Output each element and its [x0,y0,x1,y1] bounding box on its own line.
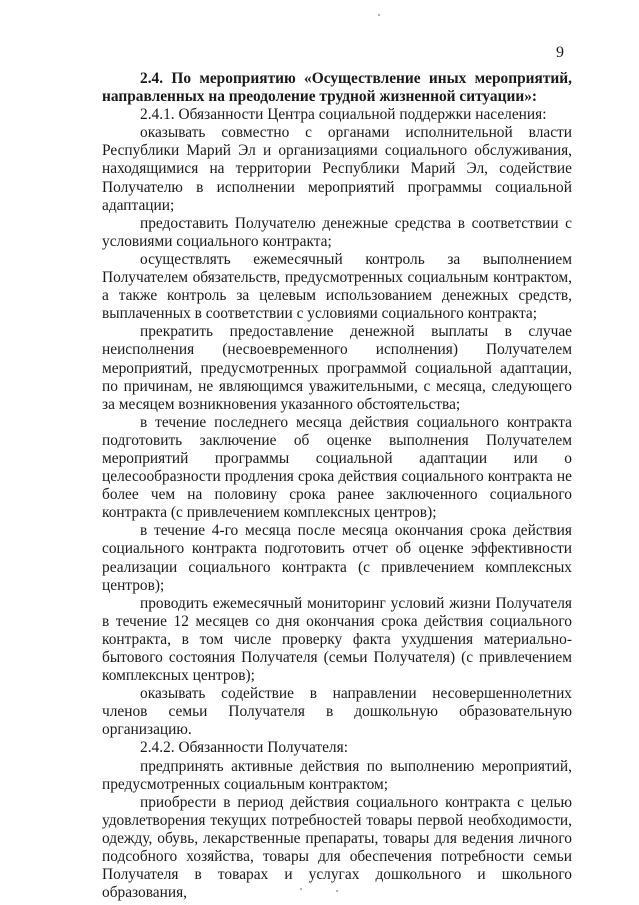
paragraph: оказывать содействие в направлении несовершеннолетних членов семьи Получателя в дошкольную образовательную организацию. [102,685,572,739]
paragraph: прекратить предоставление денежной выплаты в случае неисполнения (несвоевременного исполнения) Получателем мероприятий, предусмотренных программой социальной адаптации, по причинам, не являющимся уважительными, с месяца, следующего за месяцем возникновения указанного обстоятельства; [102,323,572,413]
section-heading: 2.4. По мероприятию «Осуществление иных мероприятий, направленных на преодоление трудной жизненной ситуации»: [102,70,572,106]
paragraph: в течение последнего месяца действия социального контракта подготовить заключение об оценке выполнения Получателем мероприятий программы социальной адаптации или о целесообразности продления срока действия социального контракта не более чем на половину срока ранее заключенного социального контракта (с привлечением комплексных центров); [102,413,572,522]
scan-artifact [336,890,338,892]
paragraph: оказывать совместно с органами исполнительной власти Республики Марий Эл и организациями социального обслуживания, находящимися на территории Республики Марий Эл, содействие Получателю в исполнении мероприятий программы социальной адаптации; [102,124,572,214]
paragraph: предоставить Получателю денежные средства в соответствии с условиями социального контракта; [102,214,572,250]
paragraph: в течение 4-го месяца после месяца окончания срока действия социального контракта подготовить отчет об оценке эффективности реализации социального контракта (с привлечением комплексных центров); [102,522,572,594]
scan-artifact [300,888,302,890]
page-number: 9 [556,44,564,61]
paragraph: осуществлять ежемесячный контроль за выполнением Получателем обязательств, предусмотренных социальным контрактом, а также контроль за целевым использованием денежных средств, выплаченных в соответствии с условиями социального контракта; [102,250,572,323]
paragraph: предпринять активные действия по выполнению мероприятий, предусмотренных социальным контрактом; [102,757,572,793]
subsection-title: 2.4.1. Обязанности Центра социальной поддержки населения: [140,106,547,124]
scan-artifact [378,14,380,16]
paragraph: приобрести в период действия социального контракта с целью удовлетворения текущих потребностей товары первой необходимости, одежду, обувь, лекарственные препараты, товары для ведения личного подсобного хозяйства, товары для обеспечения потребности семьи Получателя в товарах и услугах дошкольного и школьного образования, [102,793,572,902]
subsection-title: 2.4.2. Обязанности Получателя: [140,739,348,757]
paragraph: проводить ежемесячный мониторинг условий жизни Получателя в течение 12 месяцев со дня окончания срока действия социального контракта, в том числе проверку факта ухудшения материально-бытового состояния Получателя (семьи Получателя) (с привлечением комплексных центров); [102,594,572,685]
document-body [102,70,572,902]
